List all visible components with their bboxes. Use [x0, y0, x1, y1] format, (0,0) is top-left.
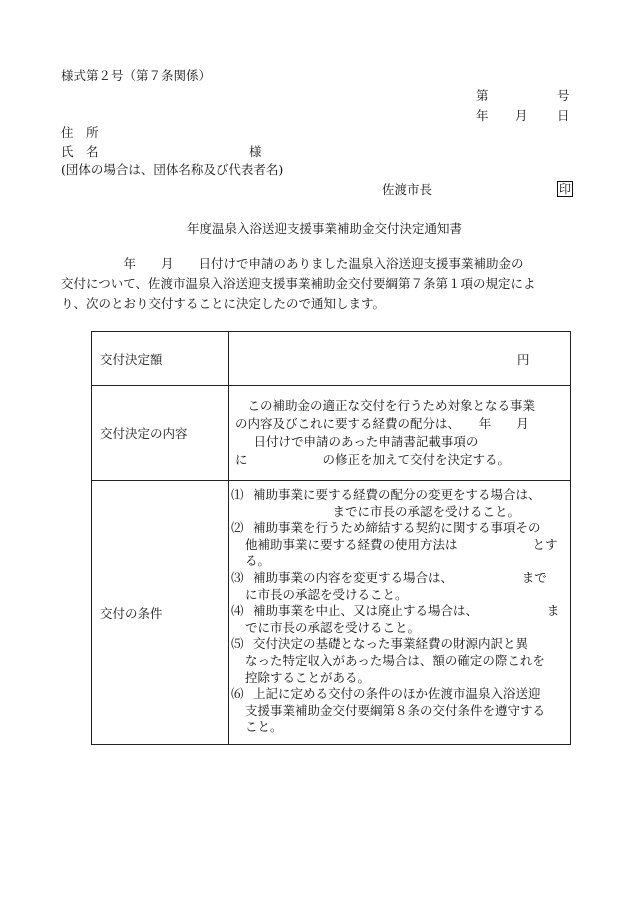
- date-year: 年: [476, 108, 489, 123]
- doc-number-dai: 第: [476, 88, 489, 103]
- content-cell: [229, 386, 571, 481]
- condition-line: 上記に定める交付の条件のほか佐渡市温泉入浴送迎: [253, 686, 541, 702]
- body-line: 交付について、佐渡市温泉入浴送迎支援事業補助金交付要綱第７条第１項の規定によ: [61, 276, 536, 291]
- condition-line: 補助事業に要する経費の配分の変更をする場合は、: [253, 487, 541, 503]
- conditions-list: [231, 487, 570, 736]
- table-row: [92, 481, 571, 745]
- body-text: [61, 254, 536, 314]
- condition-line: に市長の承認を受けること。: [245, 586, 408, 602]
- condition-item: [231, 636, 570, 686]
- issuer-name: 佐渡市長: [382, 182, 433, 197]
- address-label: 住 所: [61, 125, 99, 140]
- condition-item: [231, 520, 570, 570]
- sama-label: 様: [249, 144, 262, 159]
- yen-unit: 円: [517, 352, 530, 367]
- condition-line: までに市長の承認を受けること。: [245, 503, 521, 519]
- condition-line: 控除することがある。: [245, 669, 371, 685]
- condition-item: [231, 603, 570, 636]
- condition-line: 補助事業の内容を変更する場合は、 まで: [253, 570, 547, 586]
- condition-line: 支援事業補助金交付要綱第８条の交付条件を遵守する: [245, 702, 546, 718]
- body-line: り、次のとおり交付することに決定したので通知します。: [61, 296, 386, 311]
- name-label: 氏 名: [61, 144, 99, 159]
- content-line: 日付けで申請のあった申請書記載事項の: [241, 434, 479, 449]
- condition-line: こと。: [245, 719, 283, 735]
- condition-line: なった特定収入があった場合は、額の確定の際これを: [245, 652, 545, 668]
- condition-item: [231, 686, 570, 736]
- form-number: 様式第２号（第７条関係）: [61, 68, 212, 83]
- conditions-cell: [229, 481, 571, 745]
- seal-mark: 印: [559, 182, 572, 196]
- table-row: [92, 332, 571, 386]
- condition-item: [231, 487, 570, 520]
- condition-line: でに市長の承認を受けること。: [245, 619, 421, 635]
- decision-table: [91, 331, 571, 745]
- content-label: 交付決定の内容: [92, 386, 229, 481]
- document-title: 年度温泉入浴送迎支援事業補助金交付決定通知書: [187, 221, 463, 236]
- amount-label: 交付決定額: [92, 332, 229, 386]
- condition-number: ⑴: [231, 487, 244, 503]
- content-line: の内容及びこれに要する経費の配分は、 年 月: [235, 416, 529, 431]
- date-day: 日: [557, 108, 570, 123]
- condition-line: 交付決定の基礎となった事業経費の財源内訳と異: [253, 636, 529, 652]
- condition-number: ⑹: [231, 686, 244, 702]
- group-note: (団体の場合は、団体名称及び代表者名): [61, 162, 284, 177]
- condition-number: ⑸: [231, 636, 244, 652]
- amount-value-cell: [229, 332, 571, 386]
- condition-item: [231, 570, 570, 603]
- doc-number-go: 号: [557, 88, 570, 103]
- condition-number: ⑶: [231, 570, 244, 586]
- condition-line: 補助事業を行うため締結する契約に関する事項その: [253, 520, 541, 536]
- content-line: この補助金の適正な交付を行うため対象となる事業: [235, 398, 536, 413]
- table-row: [92, 386, 571, 481]
- body-line: 年 月 日付けで申請のありました温泉入浴送迎支援事業補助金の: [61, 256, 524, 271]
- condition-line: る。: [245, 553, 271, 569]
- issuer-seal: [557, 181, 573, 197]
- condition-line: 他補助事業に要する経費の使用方法は とす: [245, 536, 558, 552]
- date-month: 月: [515, 108, 528, 123]
- conditions-label: 交付の条件: [92, 481, 229, 745]
- content-line: に の修正を加えて交付を決定する。: [235, 452, 511, 467]
- condition-line: 補助事業を中止、又は廃止する場合は、 ま: [253, 603, 560, 619]
- condition-number: ⑵: [231, 520, 244, 536]
- condition-number: ⑷: [231, 603, 244, 619]
